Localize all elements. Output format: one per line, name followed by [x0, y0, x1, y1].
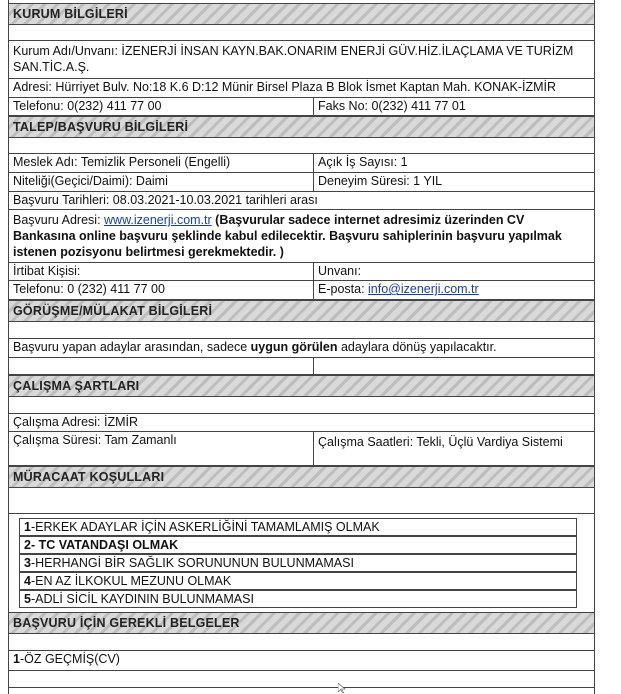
section-header-belgeler — [9, 612, 594, 634]
divider — [313, 263, 314, 280]
kurum-faks: Faks No: 0(232) 411 77 01 — [318, 99, 466, 113]
spacer-row — [9, 488, 594, 514]
kosul-text — [24, 556, 354, 570]
kosul-text — [24, 574, 231, 588]
nitelik-row — [9, 173, 594, 192]
section-title: TALEP/BAŞVURU BİLGİLERİ — [13, 120, 189, 134]
acik-is-sayisi: Açık İş Sayısı: 1 — [318, 155, 408, 169]
kosul-item — [19, 572, 577, 590]
gorusme-text — [13, 340, 497, 354]
mouse-cursor-icon — [338, 683, 346, 693]
belge-num: 1 — [13, 652, 20, 666]
kosul-text — [24, 592, 254, 606]
kosul-item — [19, 554, 577, 572]
divider — [313, 98, 314, 115]
meslek-adi: Meslek Adı: Temizlik Personeli (Engelli) — [13, 155, 231, 169]
spacer-row — [9, 138, 594, 154]
eposta — [318, 282, 479, 296]
belge-item — [13, 652, 120, 666]
divider — [313, 432, 314, 465]
spacer-row — [9, 322, 594, 339]
tarihler-row — [9, 192, 594, 210]
adres-label: Başvuru Adresi: — [13, 213, 105, 227]
calisma-adres-row — [9, 414, 594, 432]
calisma-adresi: Çalışma Adresi: İZMİR — [13, 415, 139, 429]
kurum-telefon: Telefonu: 0(232) 411 77 00 — [13, 99, 162, 113]
kosul-label: -EN AZ İLKOKUL MEZUNU OLMAK — [30, 574, 232, 588]
kosul-num: 1 — [24, 520, 31, 534]
kosul-num: 5 — [24, 592, 31, 606]
section-title: KURUM BİLGİLERİ — [13, 7, 128, 21]
gorusme-text-c: adaylara dönüş yapılacaktır. — [337, 340, 497, 354]
adres-note: (Başvurular sadece internet adresimiz üzerinden CV Bankasına online başvuru şeklinde kabul edilecektir. Başvuru sahiplerinin başvuru yapılmak istenen pozisyonu belirtmesi gerekmektedir. ) — [13, 213, 562, 259]
kosul-item — [19, 536, 577, 554]
kurum-adi-row — [9, 41, 594, 79]
right-border — [594, 0, 595, 694]
spacer-row — [9, 397, 594, 414]
spacer-row — [9, 671, 594, 688]
form-page — [8, 0, 613, 694]
belge-row — [9, 651, 594, 671]
kurum-adi: Kurum Adı/Unvanı: İZENERJİ İNSAN KAYN.BAK.ONARIM ENERJİ GÜV.HİZ.İLAÇLAMA VE TURİZM SAN.TİC.A.Ş. — [13, 44, 574, 74]
kosul-label: -HERHANGİ BİR SAĞLIK SORUNUNUN BULUNMAMASI — [30, 556, 354, 570]
niteligi: Niteliği(Geçici/Daimi): Daimi — [13, 174, 168, 188]
section-header-calisma — [9, 375, 594, 397]
meslek-row — [9, 154, 594, 173]
divider — [313, 173, 314, 191]
gorusme-text-bold: uygun görülen — [250, 340, 338, 354]
deneyim-suresi: Deneyim Süresi: 1 YIL — [318, 174, 443, 188]
basvuru-tarihleri: Başvuru Tarihleri: 08.03.2021-10.03.2021 tarihleri arası — [13, 193, 318, 207]
unvani: Unvanı: — [318, 264, 362, 278]
section-header-muracaat — [9, 466, 594, 488]
kosul-item — [19, 518, 577, 536]
talep-telefon: Telefonu: 0 (232) 411 77 00 — [13, 282, 165, 296]
kosul-text — [24, 538, 178, 552]
kurum-adres: Adresi: Hürriyet Bulv. No:18 K.6 D:12 Münir Birsel Plaza B Blok İsmet Kaptan Mah. KONAK-İZMİR — [13, 80, 557, 94]
irtibat-kisisi: İrtibat Kişisi: — [13, 264, 81, 278]
divider — [313, 358, 314, 374]
calisma-saatleri: Çalışma Saatleri: Tekli, Üçlü Vardiya Sistemi — [318, 435, 563, 449]
gorusme-text-a: Başvuru yapan adaylar arasından, sadece — [13, 340, 251, 354]
eposta-link[interactable]: info@izenerji.com.tr — [368, 282, 479, 296]
kosul-text — [24, 520, 380, 534]
eposta-label: E-posta: — [318, 282, 369, 296]
basvuru-adresi — [13, 212, 588, 260]
kosul-item — [19, 590, 577, 608]
kosul-label: - TC VATANDAŞI OLMAK — [30, 538, 179, 552]
section-title: BAŞVURU İÇİN GEREKLİ BELGELER — [13, 616, 240, 630]
kosul-num: 3 — [24, 556, 31, 570]
kosul-num: 4 — [24, 574, 31, 588]
kosul-num: 2 — [24, 538, 31, 552]
section-header-talep — [9, 116, 594, 138]
spacer-row — [9, 358, 594, 375]
basvuru-adresi-row — [9, 210, 594, 263]
talep-telefon-row — [9, 281, 594, 300]
divider — [313, 281, 314, 299]
belge-label: -ÖZ GEÇMİŞ(CV) — [19, 652, 120, 666]
spacer-row — [9, 634, 594, 651]
kurum-adres-row — [9, 79, 594, 98]
gorusme-row — [9, 339, 594, 358]
website-link[interactable]: www.izenerji.com.tr — [104, 213, 212, 227]
section-header-gorusme — [9, 300, 594, 322]
calisma-sure-row — [9, 432, 594, 466]
section-title: GÖRÜŞME/MÜLAKAT BİLGİLERİ — [13, 304, 213, 318]
kosul-label: -ADLİ SİCİL KAYDININ BULUNMAMASI — [30, 592, 254, 606]
calisma-suresi: Çalışma Süresi: Tam Zamanlı — [13, 433, 177, 447]
section-header-kurum — [9, 3, 594, 25]
section-title: MÜRACAAT KOŞULLARI — [13, 470, 165, 484]
spacer-row — [9, 25, 594, 41]
kosul-label: -ERKEK ADAYLAR İÇİN ASKERLİĞİNİ TAMAMLAMIŞ OLMAK — [30, 520, 380, 534]
section-title: ÇALIŞMA ŞARTLARI — [13, 379, 140, 393]
irtibat-row — [9, 263, 594, 281]
divider — [313, 154, 314, 172]
kurum-telefon-row — [9, 98, 594, 116]
